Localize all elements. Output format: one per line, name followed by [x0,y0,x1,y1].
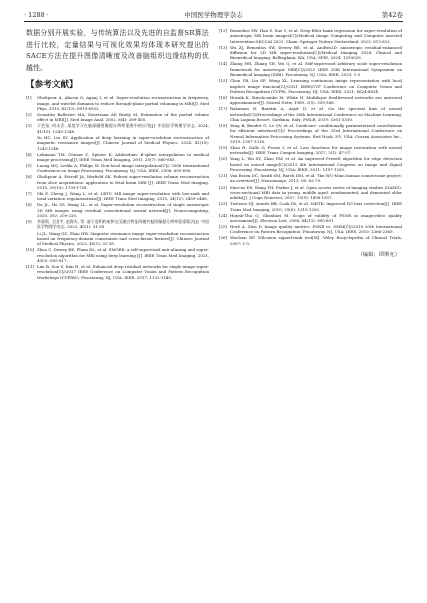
reference-list-right [219,28,402,246]
reference-item [219,201,402,212]
reference-text: Tustison NJ, Avants BB, Cook PA, et al. N4ITK: improved N3 bias correction[J]. IEEE Trans Med Imaging, 2010, 29(6): 1310-1320. [230,201,402,212]
page-number: · 1288 · [24,11,49,19]
reference-item [26,231,209,247]
reference-number: [25] [219,223,228,229]
reference-item [26,152,209,163]
reference-text: 李嘉琪, 王国宇, 赵海夫, 等. 基于卷积约束和交叉融合特征的磁共振图像超分辨率重建算法[J]. 中国医学物理学杂志, 2023, 40(1): 31-38. [37,219,209,230]
reference-text: Shi F, Cheng J, Wang L, et al. LRTV: MR image super-resolution with low-rank and total variation regularizations[J]. IEEE Trans Med Imaging, 2015, 34(12): 2459-2466. [37,191,209,202]
reference-item [219,78,402,94]
reference-number: [14] [219,61,228,67]
reference-item [26,264,209,280]
reference-text: Du JL, He ZS, Wang LL, et al. Super-resolution reconstruction of single anisotropic 3D MR images using residual convolutional neural network[J]. Neurocomputing, 2020, 392: 209-220. [37,202,209,219]
reference-number: [13] [219,44,228,50]
reference-item [219,106,402,122]
reference-text: Marcus DS, Wang TH, Parker J, et al. Open access series of imaging studies (OASIS): cross-sectional MRI data in young, middle aged, nondemented, and demented older adults[J]. J Cogn Neurosci, 2007, 19(9): 1498-1507. [230,184,402,201]
reference-item [219,173,402,184]
journal-title: 中国医学物理学杂志 [184,11,243,19]
reference-number: [12] [219,28,228,33]
reference-text: Li JL, Wang GZ, Zhao HW. Magnetic resonance image super-resolution reconstruction based on frequency-domain constraints and cross-fusion feature[J]. Chinese Journal of Medical Physics, 2023, 40(1): 31-38. [37,230,209,247]
reference-number: [5] [26,162,32,168]
volume-label: 第42卷 [381,11,403,19]
reference-number: [20] [219,156,228,162]
reference-number: [17] [219,106,228,112]
reference-number: [18] [219,122,228,128]
reference-item [26,163,209,174]
reference-number: [19] [219,145,228,151]
reference-item [26,112,209,123]
reference-text: Gholipour A, Afacan O, Aganj I, et al. Super-resolution reconstruction in frequency, image, and wavelet domains to reduce through-plane partial voluming in MRI[J]. Med Phys, 2015, 42(12): 6919-6932. [37,95,209,112]
body-paragraph: 数据分别开展实验，与传统算法以及先进的自监督SR算法进行比较，定量结果与可视化效果均体现本研究提出的SACE方法在提升图像清晰度及改善脑组织边缘结构的优越性。 [26,29,209,72]
reference-text: Lim B, Son S, Kim H, et al. Enhanced deep residual networks for single image super-resolution[C]//2017 IEEE Conference on Computer Vision and Pattern Recognition Workshops (CVPRW). Piscataway, NJ, USA: IEEE, 2017: 1132-1140. [37,263,209,280]
reference-item [26,95,209,111]
reference-text: Luong HQ, Ledda A, Philips W. Non-local image interpolation[C]// 2006 International Conference on Image Processing. Piscataway, NJ, USA: IEEE, 2006: 693-696. [37,162,209,174]
reference-text: Hornik K, Stinchcombe M, White H. Multilayer feedforward networks are universal approximators[J]. Neural Netw, 1989, 2(5): 359-366. [230,94,402,106]
reference-item [26,135,209,151]
reference-item [219,213,402,224]
reference-number: [24] [219,212,228,218]
reference-text: Remedios SW, Han S, Xue Y, et al. Deep filter bank regression for super-resolution of anisotropic MR brain images[C]//Medical Image Computing and Computer Assisted Intervention-MICCAI 2022. Cham: Springer Nature Switzerland, 2022: 613-622. [230,28,402,44]
page-header [24,9,403,22]
reference-text: 于会苗, 何永法. 深度学习在脑部磁图像超分辨率重建中的应用[J]. 中国医学物理学杂志, 2024, 41(10): 1243-1248. [37,123,209,134]
reference-number: [11] [26,263,35,269]
reference-text: Wu ZJ, Remedios SW, Dewey BE, et al. AniRes2D: anisotropic residual-enhanced diffusion for 2D MR super-resolution[C]//Medical Imaging 2024: Clinical and Biomedical Imaging. Bellingham, WA, USA: SPIE, 2024: 1293029. [230,44,402,61]
reference-text: Woolson RF. Wilcoxon signed-rank test[M]. Wiley Encyclopedia of Clinical Trials, 2007: 1-3. [230,235,402,246]
reference-text: Huynh-Thu Q, Ghanbari M. Scope of validity of PSNR in image/video quality assessment[J]. Electron Lett, 2008, 44(13): 800-801. [230,212,402,223]
reference-text: Yang B, Bender G, Le QV, et al. Condconv: conditionally parameterized convolutions for efficient inference[C]// Proceedings of the 33rd International Conference on Neural Information Processing Systems. Red Hook, NY, USA: Curran Associates Inc., 2019: 1307-1318. [230,122,402,144]
reference-text: Lehmann TM, Gönner C, Spitzer K. Addendum: B-spline interpolation in medical image processing[J]. IEEE Trans Med Imaging, 2001, 20(7): 660-665. [37,151,209,162]
reference-item [219,156,402,172]
reference-item [26,191,209,202]
reference-number: [16] [219,94,228,100]
reference-item [219,224,402,235]
reference-item [26,247,209,263]
reference-number: [2] [26,112,32,118]
reference-number: [22] [219,184,228,190]
reference-text: Rahaman N, Baratin A, Arpit D, et al. On the spectral bias of neural networks[C]//Proceedings of the 36th International Conference on Machine Learning. Chia Laguna Resort, Sardinia, Italy: PMLR, 2019: 5301-5310. [230,106,402,122]
reference-number: [6] [26,174,32,180]
reference-list-left [26,95,209,280]
reference-number: [10] [26,247,35,253]
reference-text: Chen YB, Liu SF, Wang XL. Learning continuous image representation with local implicit image function[C]//2021 IEEE/CVF Conference on Computer Vision and Pattern Recognition (CVPR). Piscataway, NJ, USA: IEEE, 2021: 8624-8634. [230,78,402,94]
reference-item [219,123,402,144]
reference-item [26,202,209,218]
reference-number: [23] [219,201,228,207]
reference-text: González Ballester MA, Zisserman AP, Brady M. Estimation of the partial volume effect in MRI[J]. Med Image Anal, 2002, 6(4): 389-405. [37,112,209,123]
reference-item [219,61,402,77]
reference-text: Van Essen DC, Smith SM, Barch DM, et al. The WU-Minn human connectome project: an overview[J]. Neuroimage, 2013, 80: 62-79. [230,173,402,184]
references-heading: 【参考文献】 [26,80,78,91]
reference-text: Horé A, Ziou D. Image quality metrics: PSNR vs. SSIM[C]//2010 20th International Conference on Pattern Recognition. Piscataway, NJ, USA: IEEE, 2010: 2366-2369. [230,223,402,235]
reference-number: [1] [26,95,32,101]
left-column [26,28,209,281]
reference-number: [7] [26,191,32,197]
reference-number: [15] [219,78,228,84]
reference-item [26,174,209,190]
reference-text: Yang L, Wu XY, Zhao DW, et al. An improved Prewitt algorithm for edge detection based on noised image[C]//2011 4th International Congress on Image and Signal Processing. Piscataway, NJ, USA: IEEE, 2011: 1197-1200. [230,156,402,173]
reference-item [219,145,402,156]
reference-number: [8] [26,202,32,208]
reference-item [26,219,209,230]
reference-number: [3] [26,123,32,129]
reference-item [26,123,209,134]
reference-number: [4] [26,151,32,157]
reference-number: [26] [219,235,228,241]
reference-item [219,235,402,246]
reference-text: Zhao C, Dewey BE, Pham DL, et al. SMORE: a self-supervised anti-aliasing and super-resolution algorithm for MRI using deep learning [J]. IEEE Trans Med Imaging, 2021, 40(3): 805-817. [37,247,209,263]
reference-item [219,185,402,201]
editor-note: （编辑：谭斯允） [357,252,400,259]
reference-item [219,95,402,106]
reference-number: [9] [26,219,32,225]
reference-text: Gholipour A, Estroff JA, Warfield SK. Robust super-resolution volume reconstruction from slice acquisitions: application to fetal brain MRI [J]. IEEE Trans Med Imaging, 2010, 29(10): 1739-1758. [37,174,209,190]
reference-number: [21] [219,173,228,179]
reference-text: Yu HC, Liu SY. Application of deep learning in super-resolution reconstruction of magnetic resonance images[J]. Chinese Journal of Medical Physics, 2024, 41(10): 1243-1248. [37,134,209,151]
right-column [219,28,402,259]
reference-text: Zhang HN, Zhang YH, Wu Q, et al. Self-supervised arbitrary scale super-resolution framework for anisotropic MRI[C]//2023 IEEE 20th International Symposium on Biomedical Imaging (ISBI). Piscataway, NJ, USA: IEEE, 2023: 1-5. [230,61,402,78]
reference-item [219,28,402,44]
reference-text: Zhao H, Gallo O, Frosio I, et al. Loss functions for image restoration with neural networks[J]. IEEE Trans Comput Imaging, 2017, 3(1): 47-57. [230,145,402,156]
reference-item [219,45,402,61]
